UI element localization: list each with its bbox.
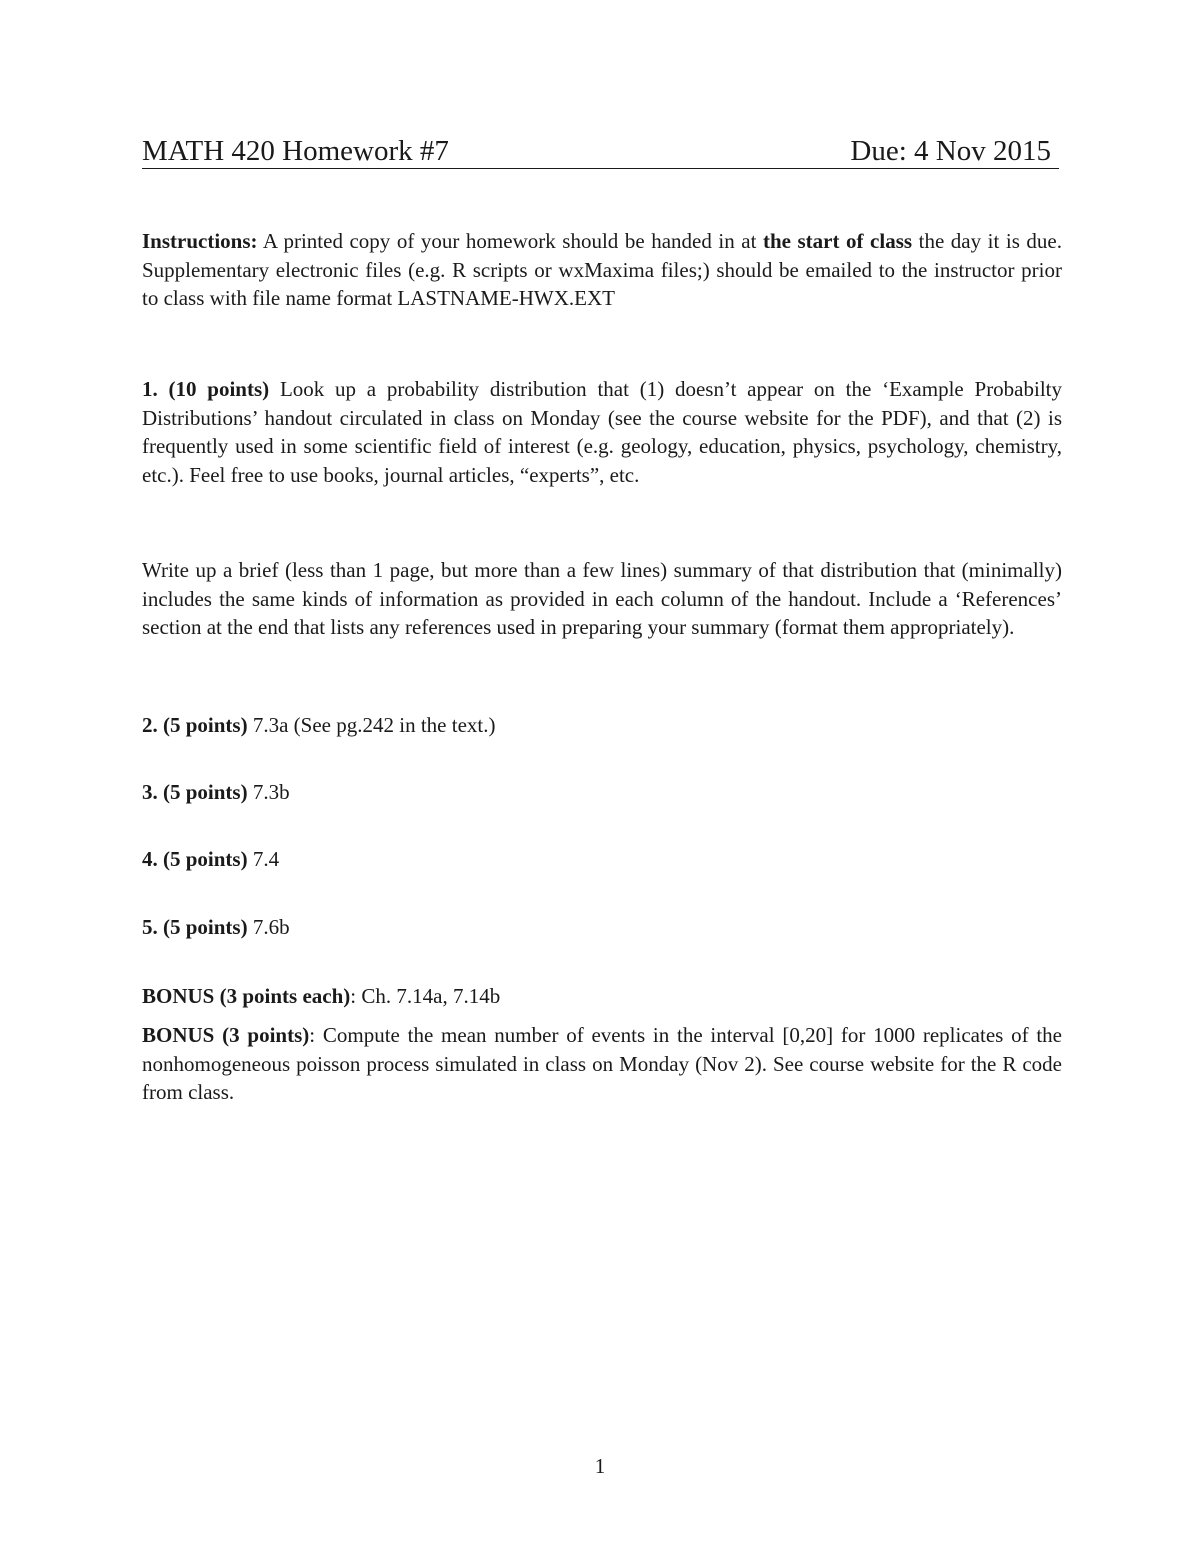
- problem-4: [142, 845, 1062, 874]
- bonus-1: [142, 982, 1062, 1011]
- problem-points: (5 points): [163, 847, 248, 871]
- instructions-paragraph: [142, 227, 1062, 313]
- document-title: MATH 420 Homework #7: [142, 135, 449, 167]
- problem-text: 7.3b: [252, 780, 290, 804]
- bonus-2: [142, 1021, 1062, 1107]
- problem-points: (5 points): [163, 780, 248, 804]
- bonus-label: BONUS (3 points each): [142, 984, 351, 1008]
- problem-text: 7.6b: [252, 915, 290, 939]
- instructions-label: Instructions:: [142, 229, 258, 253]
- problem-5: [142, 913, 1062, 942]
- problem-followup-text: Write up a brief (less than 1 page, but more than a few lines) summary of that distribution that (minimally) includes the same kinds of information as provided in each column of the handout. Include a ‘References’ section at the end that lists any references used in preparing your summary (format them appropriately).: [142, 558, 1062, 639]
- problem-text: Look up a probability distribution that (1) doesn’t appear on the ‘Example Probabilty Distributions’ handout circulated in class on Monday (see the course website for the PDF), and that (2) is frequently used in some scientific field of interest (e.g. geology, education, physics, psychology, chemistry, etc.). Feel free to use books, journal articles, “experts”, etc.: [142, 377, 1063, 487]
- problem-number: 4.: [142, 847, 158, 871]
- instructions-text-b: the day it is due. Supplementary electronic files (e.g. R scripts or wxMaxima files;) should be emailed to the instructor prior to class with file name format LASTNAME-HWX.EXT: [142, 229, 1063, 310]
- document-header: [142, 130, 1059, 169]
- problem-2: [142, 711, 1062, 740]
- problem-1-followup: [142, 556, 1062, 642]
- instructions-text-a: A printed copy of your homework should be handed in at: [262, 229, 757, 253]
- problem-3: [142, 778, 1062, 807]
- bonus-text: : Compute the mean number of events in the interval [0,20] for 1000 replicates of the nonhomogeneous poisson process simulated in class on Monday (Nov 2). See course website for the R code from class.: [142, 1023, 1062, 1104]
- problem-number: 5.: [142, 915, 158, 939]
- problem-number: 2.: [142, 713, 158, 737]
- problem-number: 1.: [142, 377, 158, 401]
- problem-points: (10 points): [168, 377, 270, 401]
- problem-number: 3.: [142, 780, 158, 804]
- problem-1: [142, 375, 1062, 489]
- problem-points: (5 points): [163, 915, 248, 939]
- problem-text: 7.4: [252, 847, 280, 871]
- bonus-text: : Ch. 7.14a, 7.14b: [350, 984, 501, 1008]
- due-date: Due: 4 Nov 2015: [850, 135, 1051, 167]
- instructions-emphasis: the start of class: [762, 229, 913, 253]
- bonus-label: BONUS (3 points): [142, 1023, 310, 1047]
- problem-text: 7.3a (See pg.242 in the text.): [252, 713, 496, 737]
- page-number: 1: [594, 1454, 606, 1478]
- problem-points: (5 points): [163, 713, 248, 737]
